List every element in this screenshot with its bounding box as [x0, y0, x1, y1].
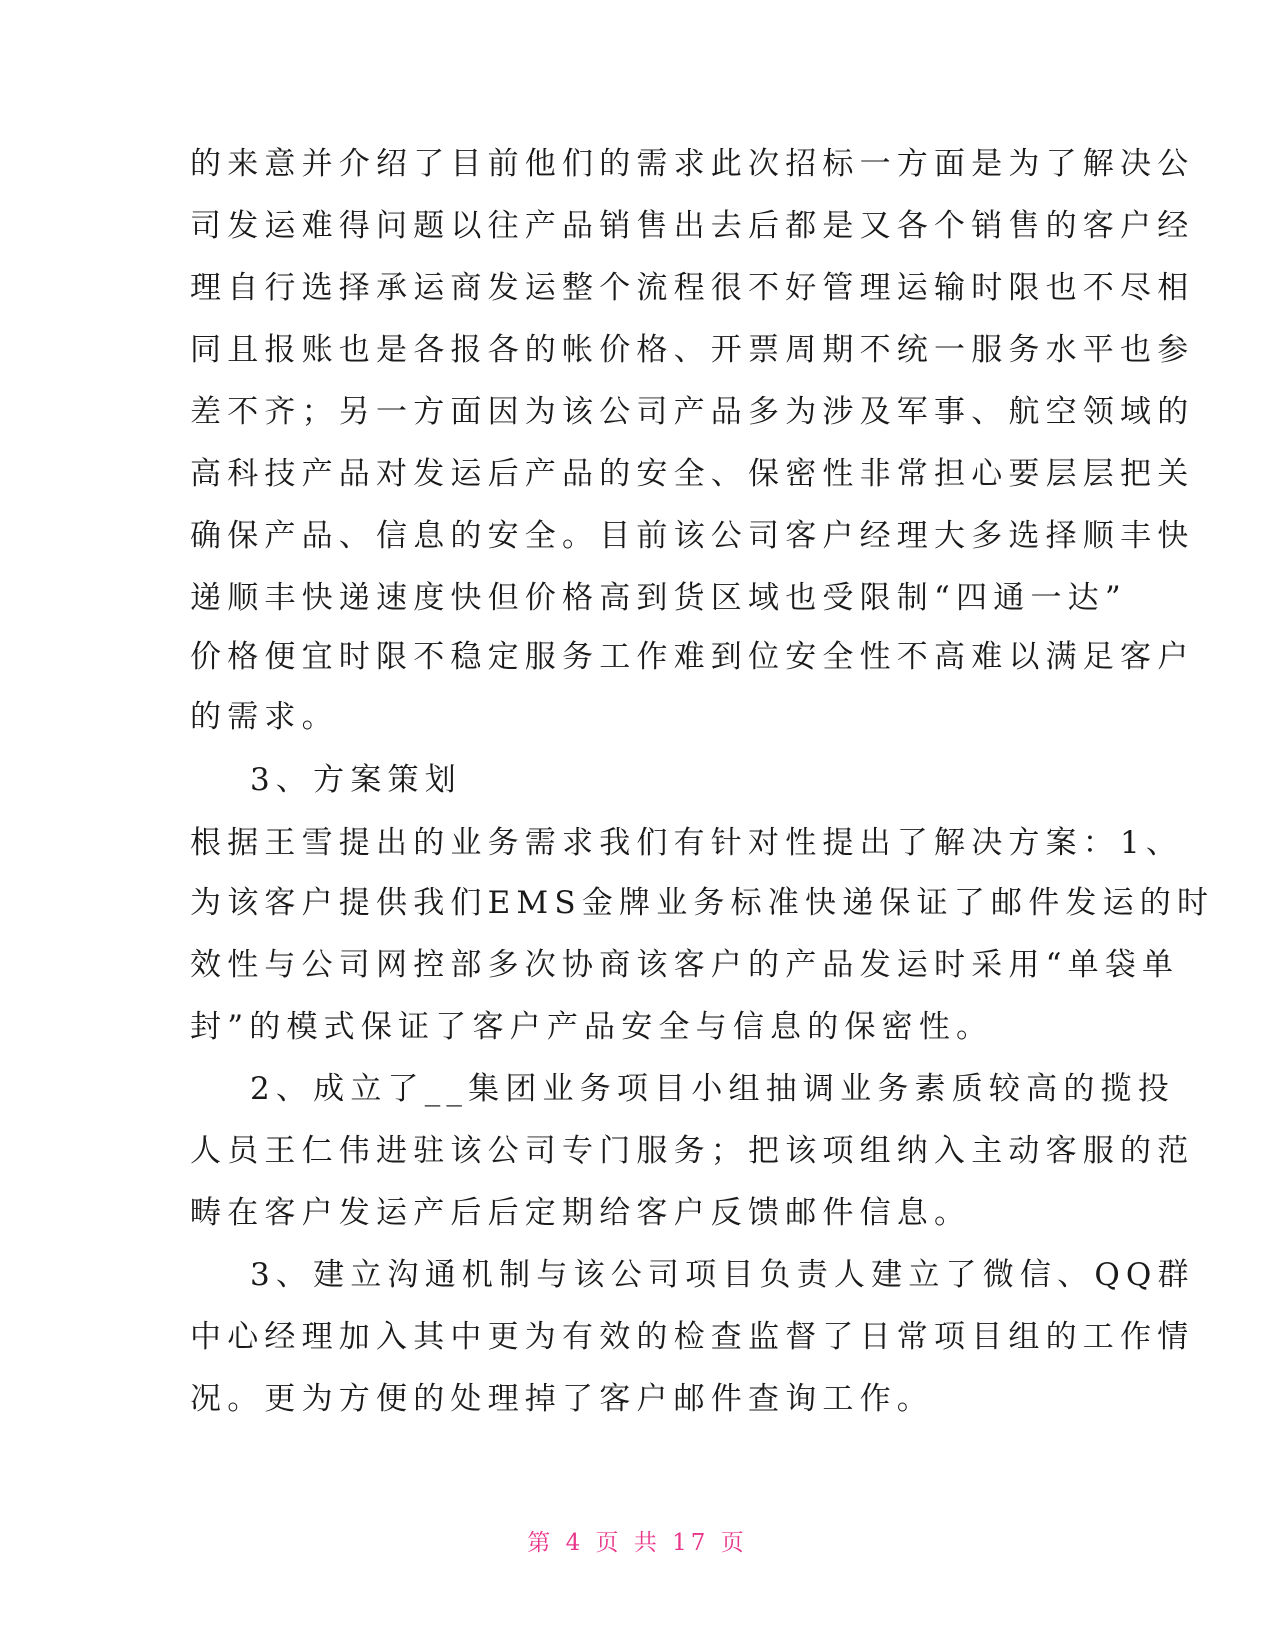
body-text-line: 同且报账也是各报各的帐价格、开票周期不统一服务水平也参 [190, 332, 1195, 368]
body-text-line: 价格便宜时限不稳定服务工作难到位安全性不高难以满足客户 [190, 639, 1195, 675]
list-item-text: 2、成立了__集团业务项目小组抽调业务素质较高的揽投 [250, 1071, 1175, 1107]
page-number-footer: 第 4 页 共 17 页 [527, 1530, 748, 1556]
body-text-line: 递顺丰快递速度快但价格高到货区域也受限制“四通一达” [190, 580, 1127, 616]
body-text-line: 理自行选择承运商发运整个流程很不好管理运输时限也不尽相 [190, 270, 1195, 306]
body-text-line: 司发运难得问题以往产品销售出去后都是又各个销售的客户经 [190, 208, 1195, 244]
body-text-line: 的来意并介绍了目前他们的需求此次招标一方面是为了解决公 [190, 146, 1195, 182]
body-text-line: 效性与公司网控部多次协商该客户的产品发运时采用“单袋单 [190, 947, 1180, 983]
body-text-line: 畴在客户发运产后后定期给客户反馈邮件信息。 [190, 1195, 972, 1231]
list-item-text: 3、建立沟通机制与该公司项目负责人建立了微信、QQ群 [250, 1257, 1195, 1293]
body-text-line: 确保产品、信息的安全。目前该公司客户经理大多选择顺丰快 [190, 518, 1195, 554]
section-heading: 3、方案策划 [250, 762, 462, 798]
body-text-line: 况。更为方便的处理掉了客户邮件查询工作。 [190, 1381, 934, 1417]
body-text-line: 高科技产品对发运后产品的安全、保密性非常担心要层层把关 [190, 456, 1195, 492]
body-text-line: 根据王雪提出的业务需求我们有针对性提出了解决方案：1、 [190, 825, 1184, 861]
body-text-line: 的需求。 [190, 699, 339, 735]
body-text-line: 为该客户提供我们EMS金牌业务标准快递保证了邮件发运的时 [190, 885, 1215, 921]
body-text-line: 差不齐；另一方面因为该公司产品多为涉及军事、航空领域的 [190, 394, 1195, 430]
body-text-line: 封”的模式保证了客户产品安全与信息的保密性。 [190, 1009, 994, 1045]
body-text-line: 中心经理加入其中更为有效的检查监督了日常项目组的工作情 [190, 1319, 1195, 1355]
body-text-line: 人员王仁伟进驻该公司专门服务；把该项组纳入主动客服的范 [190, 1133, 1195, 1169]
